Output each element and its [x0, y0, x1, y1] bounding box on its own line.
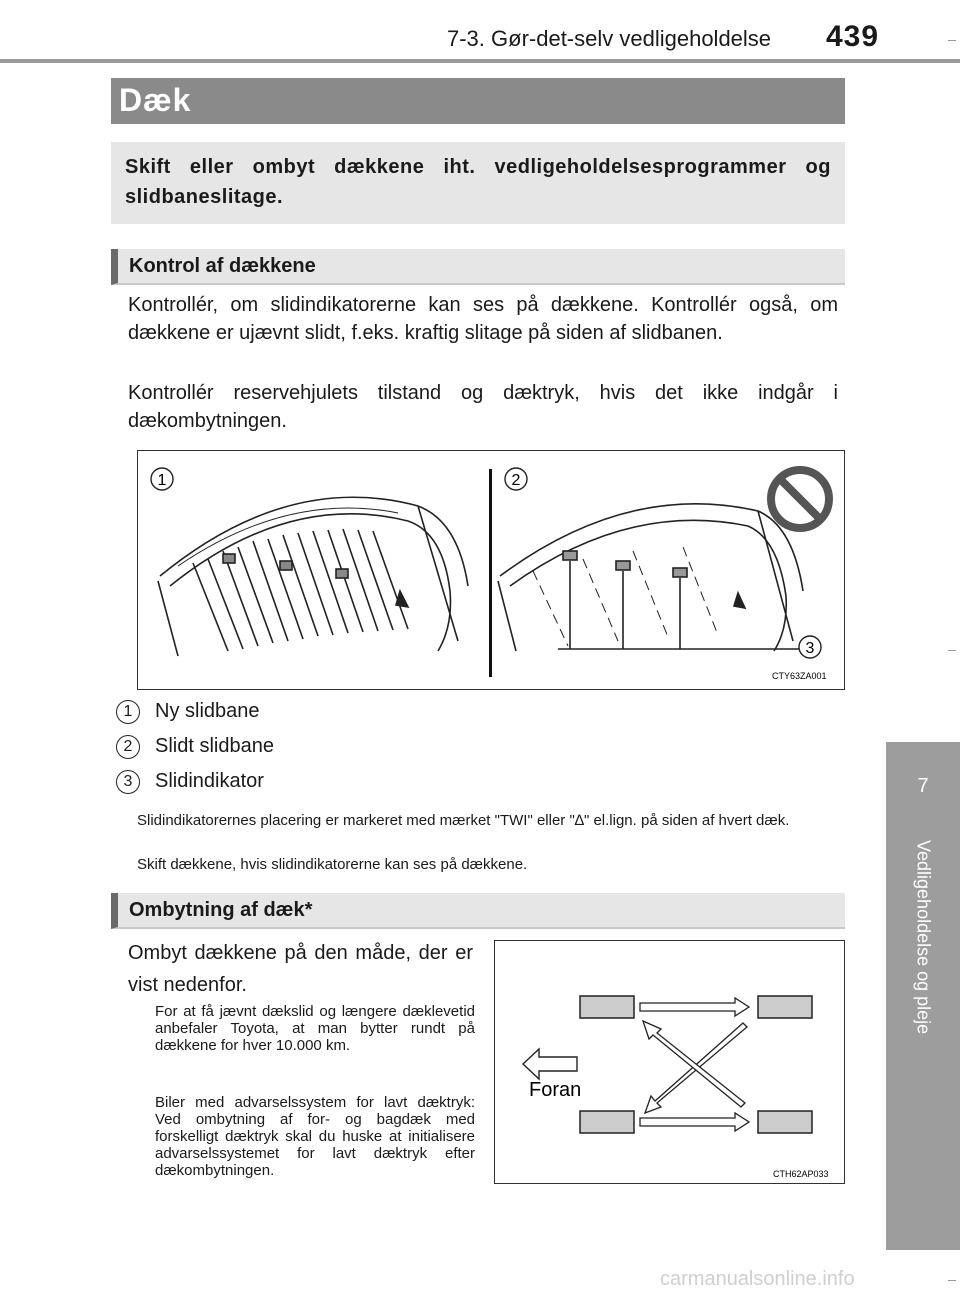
note: Biler med advarselssystem for lavt dæktryk: Ved ombytning af for- og bagdæk med forskelligt dæktryk skal du huske at initialisere advarselssystemet for lavt dæktryk efter dækombytningen.	[155, 1094, 475, 1179]
figure-code: CTY63ZA001	[772, 671, 827, 681]
legend-text: Ny slidbane	[155, 700, 260, 722]
note: Skift dækkene, hvis slidindikatorerne kan ses på dækkene.	[137, 856, 528, 873]
tread-wear-figure	[137, 450, 845, 690]
tire-rear-left	[758, 996, 812, 1018]
figure-code: CTH62AP033	[773, 1169, 829, 1179]
front-label: Foran	[529, 1079, 582, 1101]
legend-number: 2	[116, 735, 140, 759]
tire-rear-right	[758, 1111, 812, 1133]
section-heading-tire-rotation: Ombytning af dæk*	[111, 893, 845, 929]
intro-box: Skift eller ombyt dækkene iht. vedligeholdelsesprogrammer og slidbaneslitage.	[111, 142, 845, 224]
legend-text: Slidindikator	[155, 770, 264, 792]
crop-mark	[948, 650, 956, 651]
callout-1	[151, 468, 173, 490]
callout-2	[505, 468, 527, 490]
svg-text:3: 3	[805, 640, 815, 657]
tread-wear-illustration	[138, 451, 844, 689]
svg-text:2: 2	[511, 472, 521, 489]
crop-mark	[948, 1280, 956, 1281]
tire-front-right	[580, 1111, 634, 1133]
legend-number: 3	[116, 770, 140, 794]
callout-3	[799, 636, 821, 658]
tire-rotation-figure	[494, 940, 845, 1184]
header-rule	[0, 59, 960, 63]
paragraph: Kontrollér reservehjulets tilstand og dæktryk, hvis det ikke indgår i dækombytningen.	[128, 382, 838, 432]
front-arrow-icon	[523, 1049, 577, 1079]
note: Slidindikatorernes placering er markeret med mærket "TWI" eller "∆" el.lign. på siden af hvert dæk.	[137, 812, 790, 829]
note: For at få jævnt dækslid og længere dæklevetid anbefaler Toyota, at man bytter rundt på dækkene for hver 10.000 km.	[155, 1003, 475, 1054]
chapter-tab-label[interactable]: Vedligeholdelse og pleje	[886, 830, 960, 1250]
svg-text:1: 1	[157, 472, 167, 489]
legend-text: Slidt slidbane	[155, 735, 274, 757]
crop-mark	[948, 40, 956, 41]
paragraph: Ombyt dækkene på den måde, der er vist nedenfor.	[128, 942, 473, 996]
rotation-arrows	[640, 998, 749, 1131]
paragraph: Kontrollér, om slidindikatorerne kan ses på dækkene. Kontrollér også, om dækkene er ujævnt slidt, f.eks. kraftig slitage på siden af slidbanen.	[128, 294, 838, 344]
running-header: 7-3. Gør-det-selv vedligeholdelse	[447, 26, 772, 51]
legend-number: 1	[116, 700, 140, 724]
section-heading-tire-check: Kontrol af dækkene	[111, 249, 845, 285]
page-title: Dæk	[111, 78, 845, 124]
worn-tread-tire	[498, 504, 806, 651]
tire-front-left	[580, 996, 634, 1018]
new-tread-tire	[158, 497, 468, 656]
figure-divider	[489, 469, 492, 677]
chapter-tab-number[interactable]: 7	[886, 742, 960, 830]
page-number: 439	[826, 20, 880, 53]
watermark: carmanualsonline.info	[660, 1268, 855, 1290]
prohibition-icon	[771, 470, 829, 528]
